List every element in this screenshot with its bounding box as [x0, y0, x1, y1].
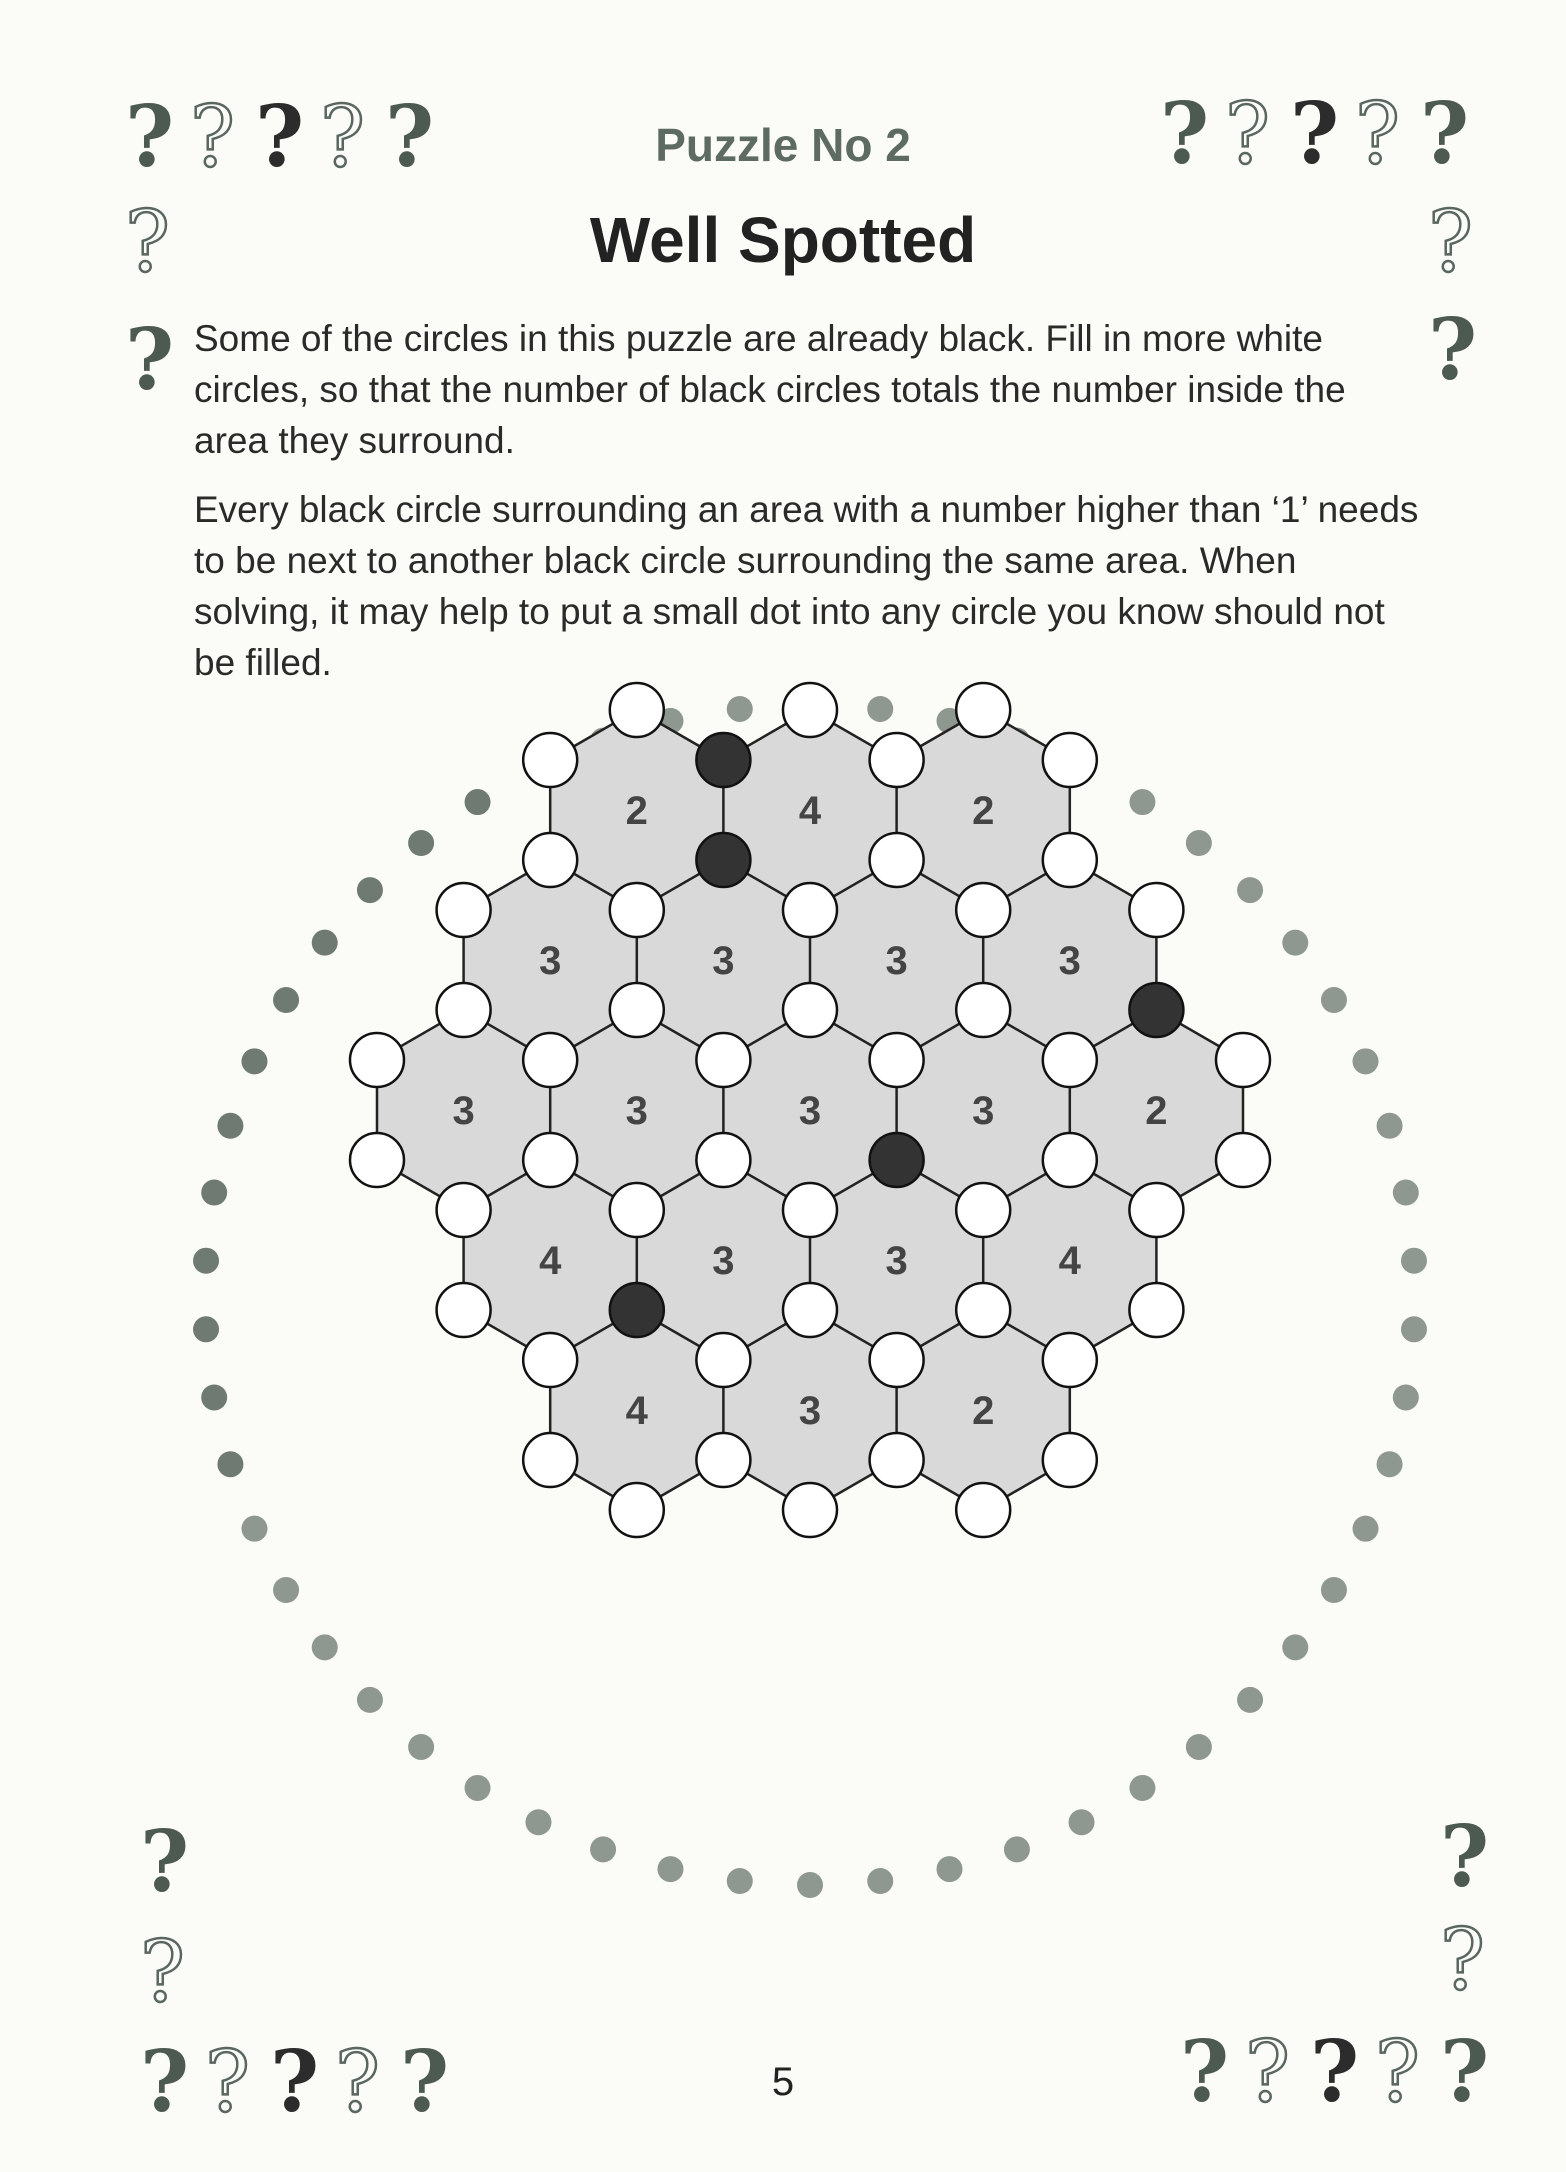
white-circle[interactable] — [610, 883, 664, 937]
clue-number: 3 — [885, 1239, 908, 1283]
white-circle[interactable] — [956, 983, 1010, 1037]
white-circle[interactable] — [870, 1333, 924, 1387]
question-mark-icon: ? — [1440, 2022, 1490, 2121]
question-mark-icon: ? — [125, 310, 175, 409]
question-mark-icon: ? — [1310, 2022, 1360, 2121]
white-circle[interactable] — [1216, 1033, 1270, 1087]
border-dot — [1129, 789, 1155, 815]
white-circle[interactable] — [870, 733, 924, 787]
white-circle[interactable] — [956, 1183, 1010, 1237]
question-mark-icon: ? — [255, 87, 305, 186]
border-dot — [797, 1872, 823, 1898]
white-circle[interactable] — [523, 1133, 577, 1187]
white-circle[interactable] — [783, 1283, 837, 1337]
border-dot — [241, 1048, 267, 1074]
border-dot — [1353, 1048, 1379, 1074]
border-dot — [1129, 1775, 1155, 1801]
clue-number: 4 — [1058, 1239, 1081, 1283]
border-dot — [1377, 1451, 1403, 1477]
border-dot — [1186, 830, 1212, 856]
instructions-paragraph: Every black circle surrounding an area with a number higher than ‘1’ needs to be next to another black circle surrounding the same area. When solving, it may help to put a small dot into any circle you know should not be filled. — [194, 489, 1419, 683]
border-dot — [465, 1775, 491, 1801]
border-dot — [525, 1809, 551, 1835]
clue-number: 3 — [798, 1089, 822, 1133]
white-circle[interactable] — [1043, 833, 1097, 887]
white-circle[interactable] — [956, 883, 1010, 937]
puzzle-title: Well Spotted — [589, 204, 977, 276]
question-mark-icon: ? — [125, 87, 175, 186]
border-dot — [1282, 1634, 1308, 1660]
question-mark-icon: ? — [1290, 84, 1340, 183]
border-dot — [1321, 1577, 1347, 1603]
question-mark-icon: ? — [1440, 1807, 1490, 1906]
question-mark-icon: ? — [1355, 85, 1401, 183]
border-dot — [273, 987, 299, 1013]
white-circle[interactable] — [350, 1033, 404, 1087]
border-dot — [1377, 1113, 1403, 1139]
border-dot — [1401, 1316, 1427, 1342]
border-dot — [867, 696, 893, 722]
border-dot — [657, 1856, 683, 1882]
question-mark-icon: ? — [1225, 85, 1271, 183]
white-circle[interactable] — [523, 1433, 577, 1487]
white-circle[interactable] — [1129, 1283, 1183, 1337]
question-mark-icon: ? — [400, 2032, 450, 2131]
black-circle[interactable] — [610, 1283, 664, 1337]
black-circle[interactable] — [1129, 983, 1183, 1037]
border-dot — [727, 1868, 753, 1894]
white-circle[interactable] — [523, 733, 577, 787]
border-dot — [312, 1634, 338, 1660]
question-mark-icon: ? — [270, 2032, 320, 2131]
question-mark-icon: ? — [385, 87, 435, 186]
border-dot — [193, 1316, 219, 1342]
border-dot — [193, 1248, 219, 1274]
white-circle[interactable] — [696, 1133, 750, 1187]
white-circle[interactable] — [437, 1283, 491, 1337]
clue-number: 2 — [625, 789, 648, 833]
white-circle[interactable] — [783, 1483, 837, 1537]
white-circle[interactable] — [437, 983, 491, 1037]
border-dot — [1237, 1687, 1263, 1713]
clue-number: 3 — [972, 1089, 995, 1133]
clue-number: 3 — [539, 939, 562, 983]
clue-number: 4 — [798, 789, 822, 833]
white-circle[interactable] — [437, 883, 491, 937]
border-dot — [1321, 987, 1347, 1013]
border-dot — [273, 1577, 299, 1603]
clue-number: 2 — [972, 789, 995, 833]
clue-number: 4 — [625, 1389, 648, 1433]
white-circle[interactable] — [783, 983, 837, 1037]
border-dot — [727, 696, 753, 722]
question-mark-icon: ? — [335, 2033, 381, 2131]
border-dot — [1401, 1248, 1427, 1274]
clue-number: 3 — [712, 1239, 735, 1283]
border-dot — [1004, 1836, 1030, 1862]
white-circle[interactable] — [1129, 883, 1183, 937]
question-mark-icon: ? — [320, 88, 366, 186]
question-mark-icon: ? — [140, 2032, 190, 2131]
border-dot — [241, 1516, 267, 1542]
question-mark-icon: ? — [1375, 2023, 1421, 2121]
border-dot — [357, 1687, 383, 1713]
black-circle[interactable] — [870, 1133, 924, 1187]
border-dot — [1282, 930, 1308, 956]
border-dot — [1393, 1384, 1419, 1410]
question-mark-icon: ? — [1440, 1911, 1486, 2009]
white-circle[interactable] — [1043, 1433, 1097, 1487]
clue-number: 4 — [539, 1239, 562, 1283]
border-dot — [408, 830, 434, 856]
border-dot — [408, 1734, 434, 1760]
white-circle[interactable] — [870, 1033, 924, 1087]
border-dot — [1069, 1809, 1095, 1835]
border-dot — [217, 1451, 243, 1477]
border-dot — [1393, 1180, 1419, 1206]
question-mark-icon: ? — [1428, 193, 1474, 291]
white-circle[interactable] — [610, 683, 664, 737]
question-mark-icon: ? — [1420, 84, 1470, 183]
white-circle[interactable] — [956, 1283, 1010, 1337]
white-circle[interactable] — [870, 833, 924, 887]
border-dot — [1186, 1734, 1212, 1760]
border-dot — [217, 1113, 243, 1139]
clue-number: 3 — [452, 1089, 475, 1133]
white-circle[interactable] — [1216, 1133, 1270, 1187]
white-circle[interactable] — [696, 1333, 750, 1387]
border-dot — [312, 930, 338, 956]
border-dot — [1353, 1516, 1379, 1542]
question-mark-icon: ? — [1245, 2023, 1291, 2121]
white-circle[interactable] — [610, 983, 664, 1037]
white-circle[interactable] — [696, 1033, 750, 1087]
white-circle[interactable] — [783, 883, 837, 937]
white-circle[interactable] — [1043, 1133, 1097, 1187]
border-dot — [465, 789, 491, 815]
instructions-paragraph: Some of the circles in this puzzle are already black. Fill in more white circles, so that the number of black circles totals the number inside the area they surround. — [194, 318, 1346, 461]
white-circle[interactable] — [523, 833, 577, 887]
clue-number: 2 — [972, 1389, 995, 1433]
question-mark-icon: ? — [190, 88, 236, 186]
border-dot — [937, 1856, 963, 1882]
border-dot — [1237, 877, 1263, 903]
border-dot — [357, 877, 383, 903]
white-circle[interactable] — [783, 683, 837, 737]
clue-number: 3 — [1058, 939, 1081, 983]
clue-number: 3 — [625, 1089, 648, 1133]
white-circle[interactable] — [783, 1183, 837, 1237]
white-circle[interactable] — [437, 1183, 491, 1237]
question-mark-icon: ? — [140, 1812, 190, 1911]
question-mark-icon: ? — [140, 1923, 186, 2021]
page-number: 5 — [771, 2060, 795, 2104]
question-mark-icon: ? — [1428, 300, 1478, 399]
black-circle[interactable] — [696, 833, 750, 887]
white-circle[interactable] — [610, 1483, 664, 1537]
border-dot — [201, 1180, 227, 1206]
white-circle[interactable] — [956, 1483, 1010, 1537]
white-circle[interactable] — [610, 1183, 664, 1237]
question-mark-icon: ? — [125, 193, 171, 291]
white-circle[interactable] — [1043, 1333, 1097, 1387]
clue-number: 3 — [712, 939, 735, 983]
clue-number: 2 — [1145, 1089, 1168, 1133]
white-circle[interactable] — [350, 1133, 404, 1187]
clue-number: 3 — [885, 939, 908, 983]
black-circle[interactable] — [696, 733, 750, 787]
white-circle[interactable] — [523, 1033, 577, 1087]
border-dot — [867, 1868, 893, 1894]
question-mark-icon: ? — [1180, 2022, 1230, 2121]
white-circle[interactable] — [1129, 1183, 1183, 1237]
white-circle[interactable] — [956, 683, 1010, 737]
question-mark-icon: ? — [205, 2033, 251, 2131]
border-dot — [201, 1384, 227, 1410]
question-mark-icon: ? — [1160, 84, 1210, 183]
white-circle[interactable] — [696, 1433, 750, 1487]
white-circle[interactable] — [870, 1433, 924, 1487]
white-circle[interactable] — [1043, 733, 1097, 787]
puzzle-number: Puzzle No 2 — [655, 119, 911, 171]
white-circle[interactable] — [1043, 1033, 1097, 1087]
white-circle[interactable] — [523, 1333, 577, 1387]
clue-number: 3 — [798, 1389, 822, 1433]
border-dot — [590, 1836, 616, 1862]
